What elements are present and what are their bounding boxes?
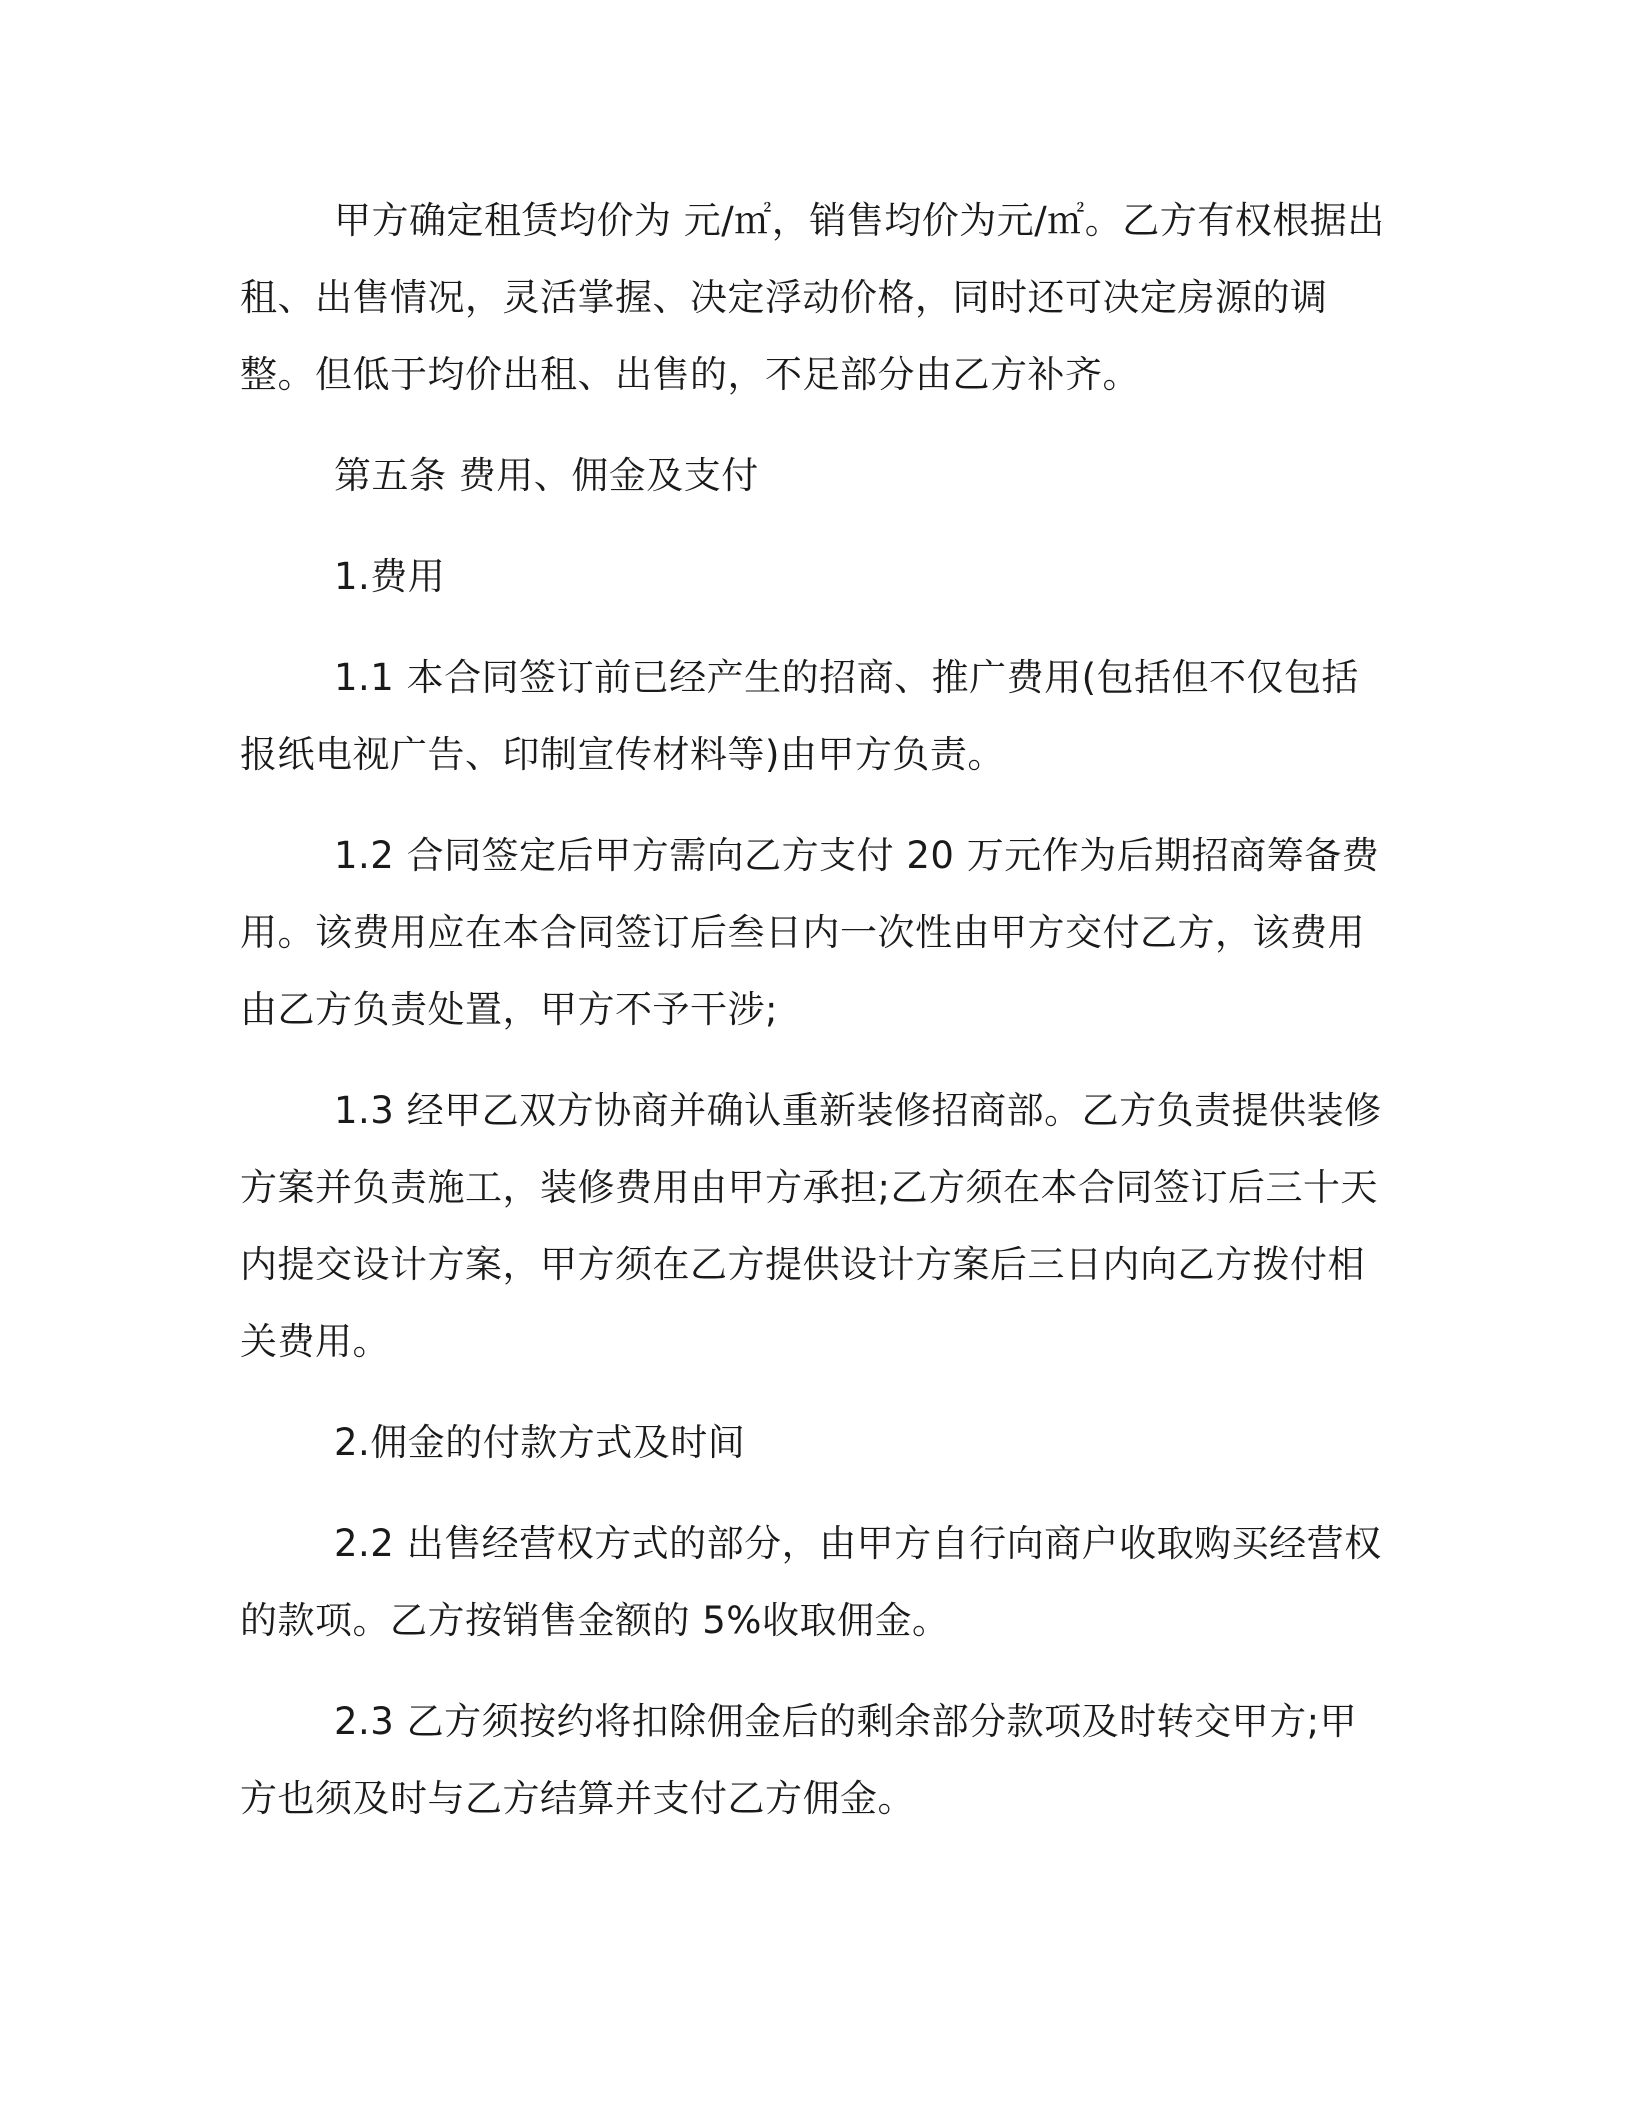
paragraph-pricing: 甲方确定租赁均价为 元/㎡，销售均价为元/㎡。乙方有权根据出租、出售情况，灵活掌握、决定浮动价格，同时还可决定房源的调整。但低于均价出租、出售的，不足部分由乙方补齐。 <box>240 199 1385 396</box>
subheading-fees: 1.费用 <box>334 555 446 598</box>
paragraph-2-3: 2.3 乙方须按约将扣除佣金后的剩余部分款项及时转交甲方;甲方也须及时与乙方结算并支付乙方佣金。 <box>240 1700 1358 1820</box>
subheading-commission: 2.佣金的付款方式及时间 <box>334 1421 746 1464</box>
paragraph-1-1: 1.1 本合同签订前已经产生的招商、推广费用(包括但不仅包括报纸电视广告、印制宣传材料等)由甲方负责。 <box>240 656 1360 776</box>
paragraph-1-3: 1.3 经甲乙双方协商并确认重新装修招商部。乙方负责提供装修方案并负责施工，装修费用由甲方承担;乙方须在本合同签订后三十天内提交设计方案，甲方须在乙方提供设计方案后三日内向乙方拨付相关费用。 <box>240 1089 1382 1363</box>
document-page <box>240 182 1390 1861</box>
section-heading-article-5: 第五条 费用、佣金及支付 <box>334 454 759 497</box>
paragraph-1-2: 1.2 合同签定后甲方需向乙方支付 20 万元作为后期招商筹备费用。该费用应在本合同签订后叁日内一次性由甲方交付乙方，该费用由乙方负责处置，甲方不予干涉; <box>240 834 1380 1031</box>
paragraph-2-2: 2.2 出售经营权方式的部分，由甲方自行向商户收取购买经营权的款项。乙方按销售金额的 5%收取佣金。 <box>240 1522 1382 1642</box>
